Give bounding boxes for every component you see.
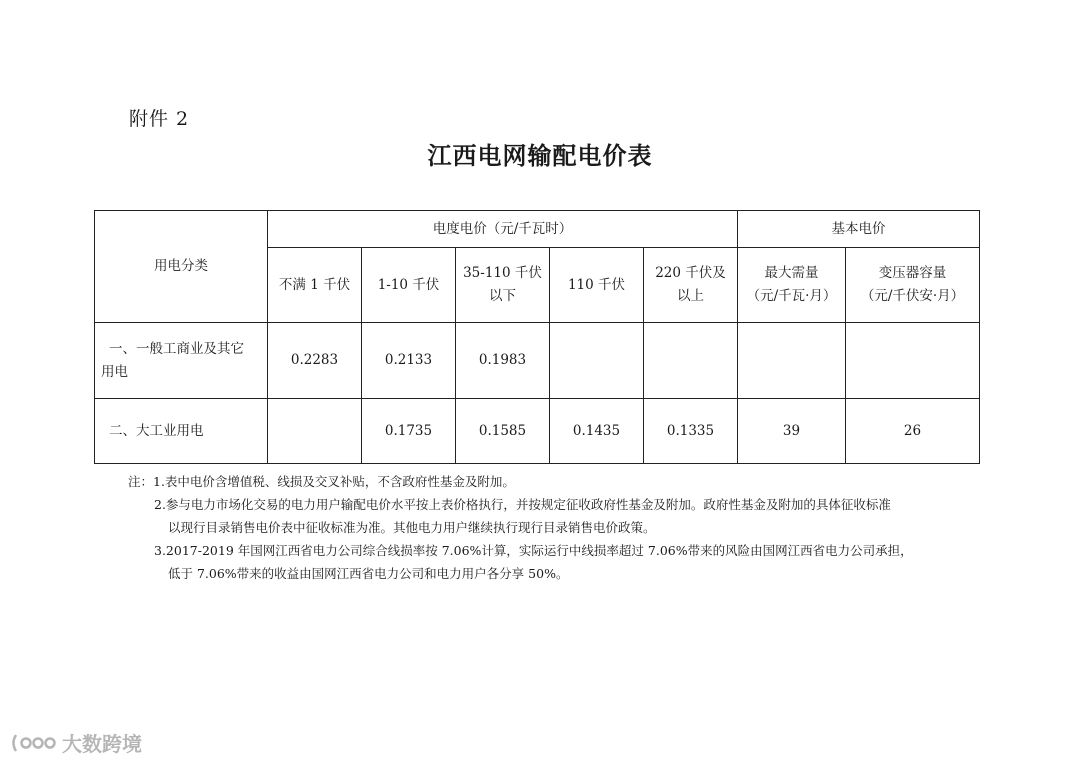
note-line: 注：1.表中电价含增值税、线损及交叉补贴，不含政府性基金及附加。 [128,474,515,489]
attachment-label: 附件 2 [129,108,190,130]
table-cell: 0.2133 [362,323,456,399]
transformer-capacity-unit: （元/千伏安·月） [860,288,965,304]
row-category-line: 用电 [101,363,128,380]
document-title: 江西电网输配电价表 [427,141,653,170]
table-cell: 39 [738,399,846,464]
voltage-header [362,248,456,323]
table-row [95,323,980,399]
table-cell [738,323,846,399]
max-demand-unit: （元/千瓦·月） [746,288,837,304]
watermark [10,728,142,757]
watermark-logo-icon [10,732,56,754]
voltage-header [550,248,644,323]
table-cell [268,399,362,464]
row-category-line: 一、一般工商业及其它 [109,340,244,357]
row-category [95,323,268,399]
voltage-header-line: 1-10 千伏 [377,276,440,293]
note-line: 3.2017-2019 年国网江西省电力公司综合线损率按 7.06%计算，实际运行中线损率超过 7.06%带来的风险由国网江西省电力公司承担， [154,543,913,558]
table-cell: 26 [846,399,980,464]
table-row [95,399,980,464]
voltage-header [456,248,550,323]
table-cell: 0.1983 [456,323,550,399]
transformer-capacity-header [846,248,980,323]
max-demand-header [738,248,846,323]
voltage-header [268,248,362,323]
transformer-capacity-label: 变压器容量 [878,265,947,282]
table-cell: 0.1585 [456,399,550,464]
notes [128,470,968,585]
max-demand-label: 最大需量 [764,265,819,282]
voltage-header-line: 以上 [677,288,704,304]
note-line: 低于 7.06%带来的收益由国网江西省电力公司和电力用户各分享 50%。 [168,566,569,581]
price-table [94,210,980,464]
table-cell: 0.1435 [550,399,644,464]
voltage-header-line: 220 千伏及 [655,265,726,282]
watermark-text: 大数跨境 [62,732,142,756]
basic-price-header: 基本电价 [738,211,980,248]
category-header: 用电分类 [95,211,268,323]
note-line: 以现行目录销售电价表中征收标准为准。其他电力用户继续执行现行目录销售电价政策。 [168,520,656,535]
table-cell: 0.1735 [362,399,456,464]
table-header-row [95,211,980,248]
voltage-header-line: 110 千伏 [567,276,626,293]
voltage-header-line: 以下 [489,288,516,304]
note-line: 2.参与电力市场化交易的电力用户输配电价水平按上表价格执行，并按规定征收政府性基金及附加。政府性基金及附加的具体征收标准 [154,497,891,512]
table-cell: 0.1335 [644,399,738,464]
voltage-header-line: 不满 1 千伏 [278,276,351,293]
voltage-header [644,248,738,323]
table-cell: 0.2283 [268,323,362,399]
voltage-header-line: 35-110 千伏 [463,265,542,282]
row-category: 二、大工业用电 [95,399,268,464]
table-cell [846,323,980,399]
energy-price-header: 电度电价（元/千瓦时） [268,211,738,248]
table-cell [644,323,738,399]
table-cell [550,323,644,399]
